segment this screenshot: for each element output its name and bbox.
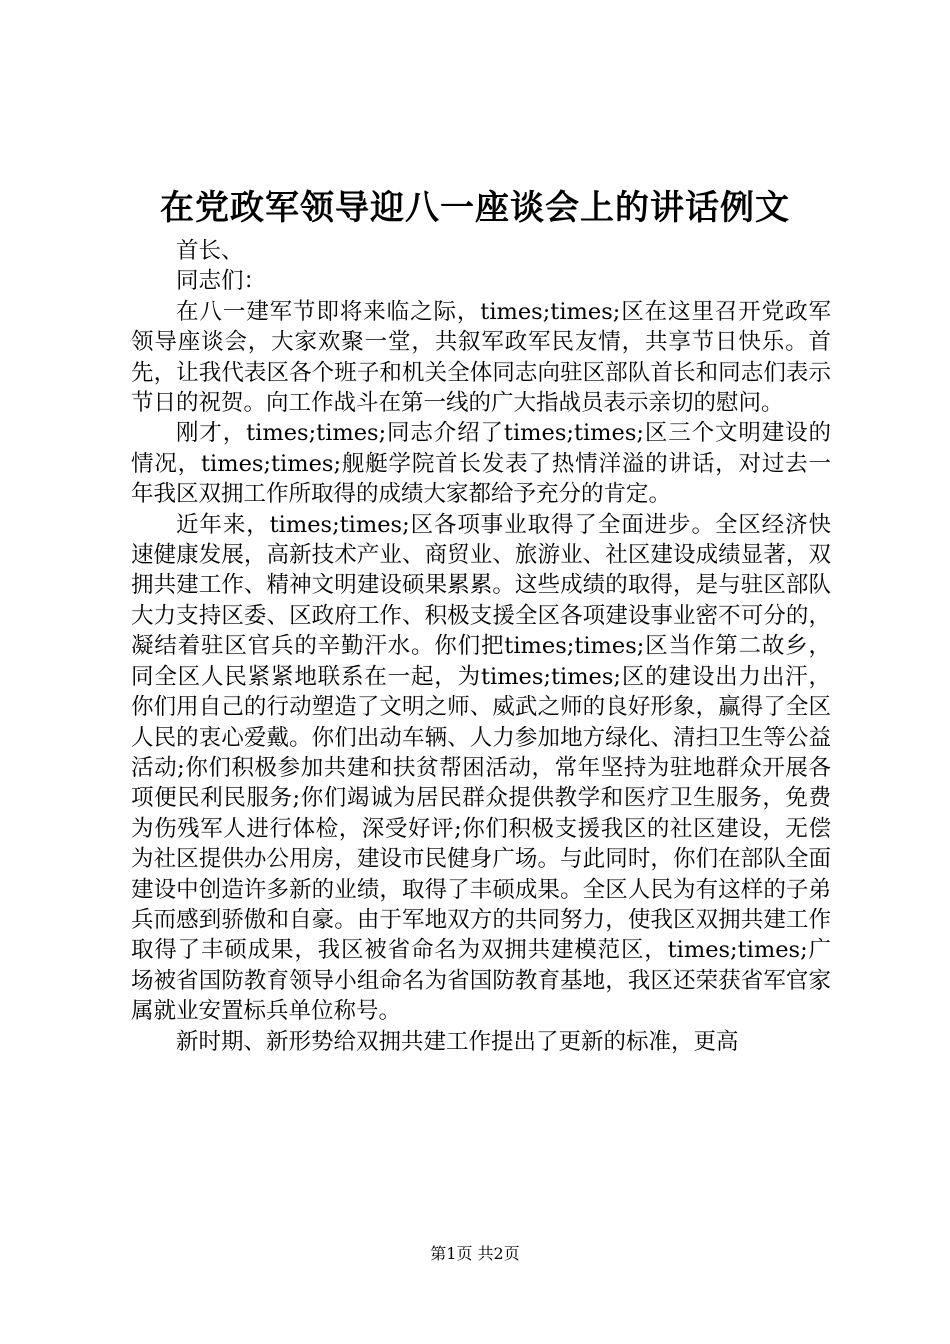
body-paragraph: 近年来，times;times;区各项事业取得了全面进步。全区经济快速健康发展，高新技术产业、商贸业、旅游业、社区建设成绩显著，双拥共建工作、精神文明建设硕果累累。这些成绩的取得，是与驻区部队大力支持区委、区政府工作、积极支援全区各项建设事业密不可分的，凝结着驻区官兵的辛勤汗水。你们把times;times;区当作第二故乡，同全区人民紧紧地联系在一起，为times;times;区的建设出力出汗，你们用自己的行动塑造了文明之师、威武之师的良好形象，赢得了全区人民的衷心爱戴。你们出动车辆、人力参加地方绿化、清扫卫生等公益活动;你们积极参加共建和扶贫帮困活动，常年坚持为驻地群众开展各项便民利民服务;你们竭诚为居民群众提供教学和医疗卫生服务，免费为伤残军人进行体检，深受好评;你们积极支援我区的社区建设，无偿为社区提供办公用房，建设市民健身广场。与此同时，你们在部队全面建设中创造许多新的业绩，取得了丰硕成果。全区人民为有这样的子弟兵而感到骄傲和自豪。由于军地双方的共同努力，使我区双拥共建工作取得了丰硕成果，我区被省命名为双拥共建模范区，times;times;广场被省国防教育领导小组命名为省国防教育基地，我区还荣获省军官家属就业安置标兵单位称号。 (131, 511, 831, 1025)
document-title: 在党政军领导迎八一座谈会上的讲话例文 (160, 188, 790, 228)
salutation-line: 同志们： (176, 268, 267, 295)
body-paragraph: 在八一建军节即将来临之际，times;times;区在这里召开党政军领导座谈会，大家欢聚一堂，共叙军政军民友情，共享节日快乐。首先，让我代表区各个班子和机关全体同志向驻区部队首长和同志们表示节日的祝贺。向工作战斗在第一线的广大指战员表示亲切的慰问。 (131, 298, 831, 417)
body-paragraph: 新时期、新形势给双拥共建工作提出了更新的标准，更高 (176, 1028, 739, 1055)
page-footer: 第1页 共2页 (430, 1244, 520, 1263)
body-paragraph: 刚才，times;times;同志介绍了times;times;区三个文明建设的情况，times;times;舰艇学院首长发表了热情洋溢的讲话，对过去一年我区双拥工作所取得的成绩大家都给予充分的肯定。 (131, 420, 831, 508)
document-body (131, 236, 831, 1057)
salutation-line: 首长、 (176, 238, 244, 264)
